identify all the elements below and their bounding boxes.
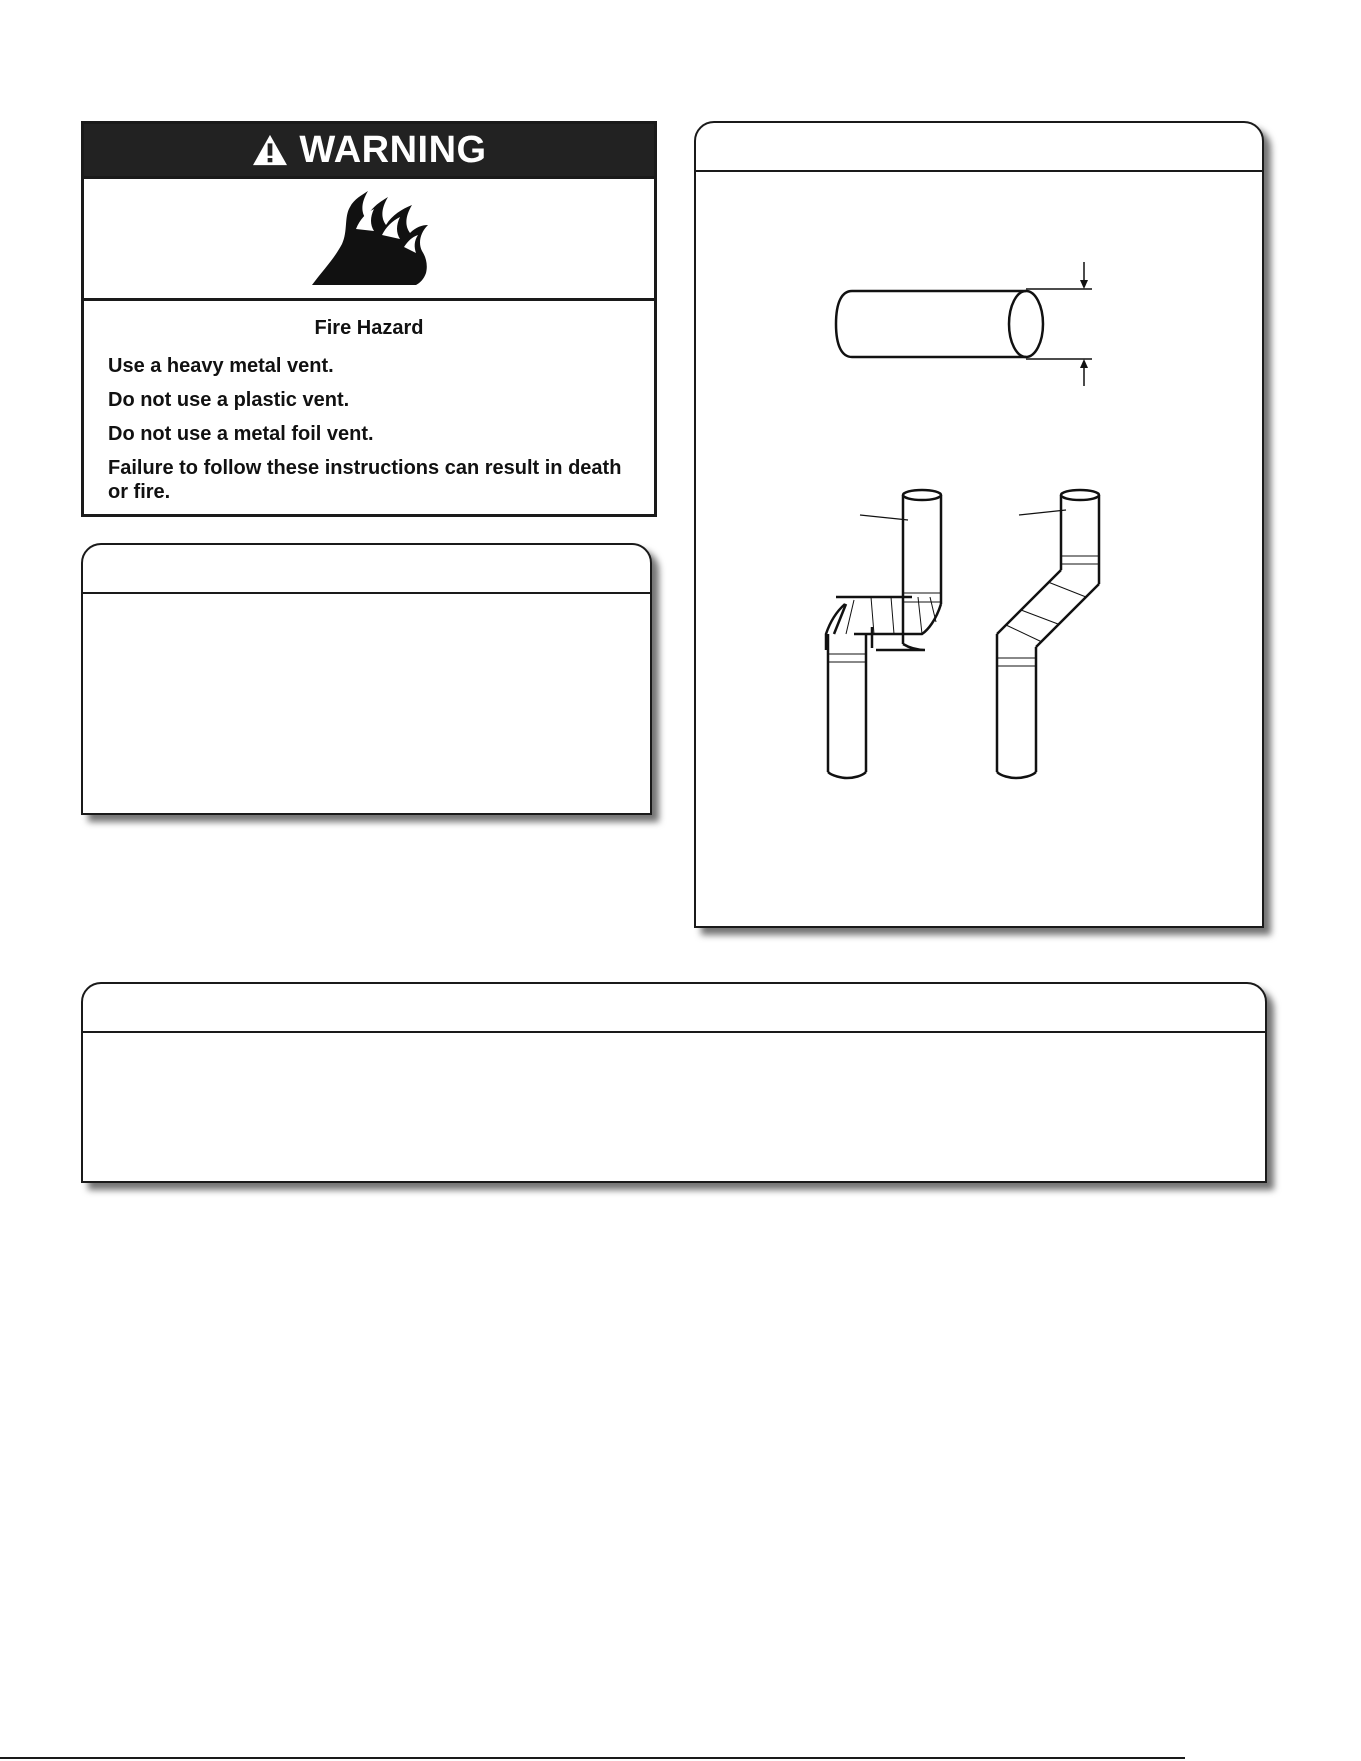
warning-line-4: Failure to follow these instructions can result in death or fire. (108, 457, 622, 503)
warning-line-3: Do not use a metal foil vent. (108, 423, 374, 445)
warning-triangle-icon (251, 133, 289, 167)
duct-diameter-illustration (836, 262, 1092, 386)
warning-text (84, 301, 654, 504)
fire-icon (304, 189, 434, 289)
warning-box (81, 121, 657, 517)
warning-header (84, 124, 654, 176)
warning-title: Fire Hazard (314, 317, 424, 339)
right-panel-header (696, 123, 1262, 172)
fire-icon-area (84, 176, 654, 301)
vent-illustrations (696, 172, 1262, 926)
warning-line-2: Do not use a plastic vent. (108, 389, 350, 411)
bottom-panel-header (83, 984, 1265, 1033)
warning-line-1: Use a heavy metal vent. (108, 355, 334, 377)
angled-duct-illustration (997, 490, 1099, 778)
warning-header-label: WARNING (299, 128, 487, 171)
left-panel-header (83, 545, 650, 594)
left-info-panel (81, 543, 652, 815)
footer-rule (0, 1757, 1185, 1759)
bottom-info-panel (81, 982, 1267, 1183)
right-vent-panel (694, 121, 1264, 928)
elbow-duct-illustration (826, 490, 941, 778)
